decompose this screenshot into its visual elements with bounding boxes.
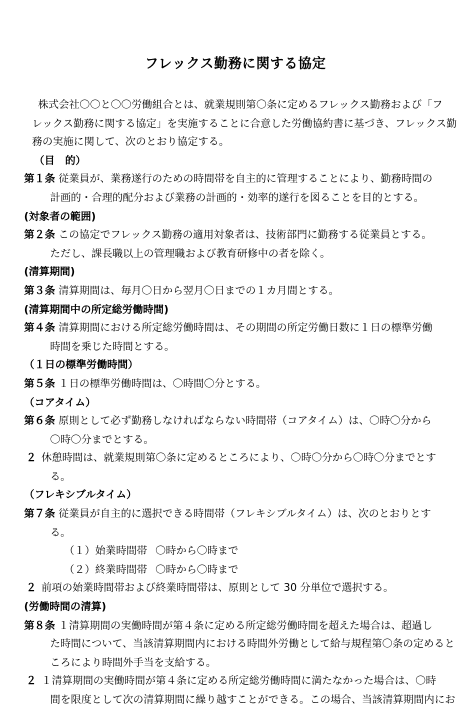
document-title: フレックス勤務に関する協定 [144,56,327,72]
heading-standard-hours: （１日の標準労働時間） [24,359,139,372]
paragraph-text: 休憩時間は、就業規則第〇条に定めるところにより、〇時〇分から〇時〇分までとす [41,452,437,465]
article-1 [24,170,442,189]
paragraph-number: ２ [26,675,37,688]
article-text-cont: 〇時〇分までとする。 [50,433,154,446]
article-7 [24,505,442,524]
article-text: 清算期間における所定総労働時間は、その期間の所定労働日数に１日の標準労働 [58,322,433,335]
heading-flexible-time: （フレキシブルタイム） [24,489,137,502]
paragraph-text: 前項の始業時間帯および終業時間帯は、原則として 30 分単位で選択する。 [41,582,394,595]
article-2 [24,226,442,245]
article-text: 従業員が自主的に選択できる時間帯（フレキシブルタイム）は、次のとおりとす [58,508,431,521]
article-number: 第３条 [24,284,56,297]
article-6-para-2 [26,449,442,468]
article-text: 従業員が、業務遂行のための時間帯を自主的に管理することにより、勤務時間の [58,173,433,186]
article-text-cont: ころにより時間外手当を支給する。 [50,656,217,669]
article-number: 第５条 [24,377,56,390]
article-7-para-2 [26,579,442,598]
flex-item-end [32,561,442,580]
heading-core-time: （コアタイム） [24,396,96,409]
heading-settlement: (労働時間の清算) [24,601,107,614]
preamble-line: レックス勤務に関する協定」を実施することに合意した労働協約書に基づき、フレックス勤 [32,117,457,130]
paragraph-text-cont: 間を限度として次の清算期間に繰り越すことができる。この場合、当該清算期間内にお [50,694,456,706]
flex-item-label: （１）始業時間帯 [64,545,148,558]
article-text: 原則として必ず勤務しなければならない時間帯（コアタイム）は、〇時〇分から [58,415,432,428]
article-number: 第４条 [24,322,56,335]
article-text: １日の標準労働時間は、〇時間〇分とする。 [58,377,267,390]
article-text-cont: 計画的・合理的配分および業務の計画的・効率的遂行を図ることを目的とする。 [50,191,425,204]
flex-item-start [32,542,442,561]
paragraph-text: １清算期間の実働時間が第４条に定める所定総労働時間に満たなかった場合は、〇時 [41,675,437,688]
heading-scope: (対象者の範囲) [24,210,96,223]
article-text-cont: ただし、課長職以上の管理職および教育研修中の者を除く。 [50,247,331,260]
flex-item-label: （２）終業時間帯 [64,563,148,576]
article-number: 第７条 [24,508,56,521]
article-8 [24,617,442,636]
article-6 [24,412,442,431]
paragraph-text-cont: る。 [50,470,71,483]
preamble-line: 株式会社〇〇と〇〇労働組合とは、就業規則第〇条に定めるフレックス勤務および「フ [38,99,443,111]
article-text: １清算期間の実働時間が第４条に定める所定総労働時間を超えた場合は、超過し [58,619,433,632]
article-3 [24,282,442,301]
paragraph-number: ２ [26,582,37,595]
flex-item-value: 〇時から〇時まで [155,563,239,576]
article-text-cont: る。 [50,526,71,539]
article-text-cont: 時間を乗じた時間とする。 [50,340,175,353]
paragraph-number: ２ [26,452,37,465]
heading-purpose: （目 的） [34,154,86,167]
article-5 [24,375,442,394]
document-body [24,96,457,710]
article-text: 清算期間は、毎月〇日から翌月〇日までの１カ月間とする。 [58,284,340,297]
article-number: 第８条 [24,619,56,632]
article-4 [24,319,442,338]
article-text-cont: た時間について、当該清算期間内における時間外労働として給与規程第〇条の定めると [50,638,455,651]
article-text: この協定でフレックス勤務の適用対象者は、技術部門に勤務する従業員とする。 [58,229,432,242]
article-number: 第１条 [24,173,56,186]
article-number: 第２条 [24,229,56,242]
heading-period: (清算期間) [24,266,76,279]
article-8-para-2 [26,672,442,691]
heading-total-hours: (清算期間中の所定総労働時間) [24,303,169,316]
flex-item-value: 〇時から〇時まで [155,545,239,558]
preamble-line: 務の実施に関して、次のとおり協定する。 [32,136,230,149]
article-number: 第６条 [24,415,56,428]
